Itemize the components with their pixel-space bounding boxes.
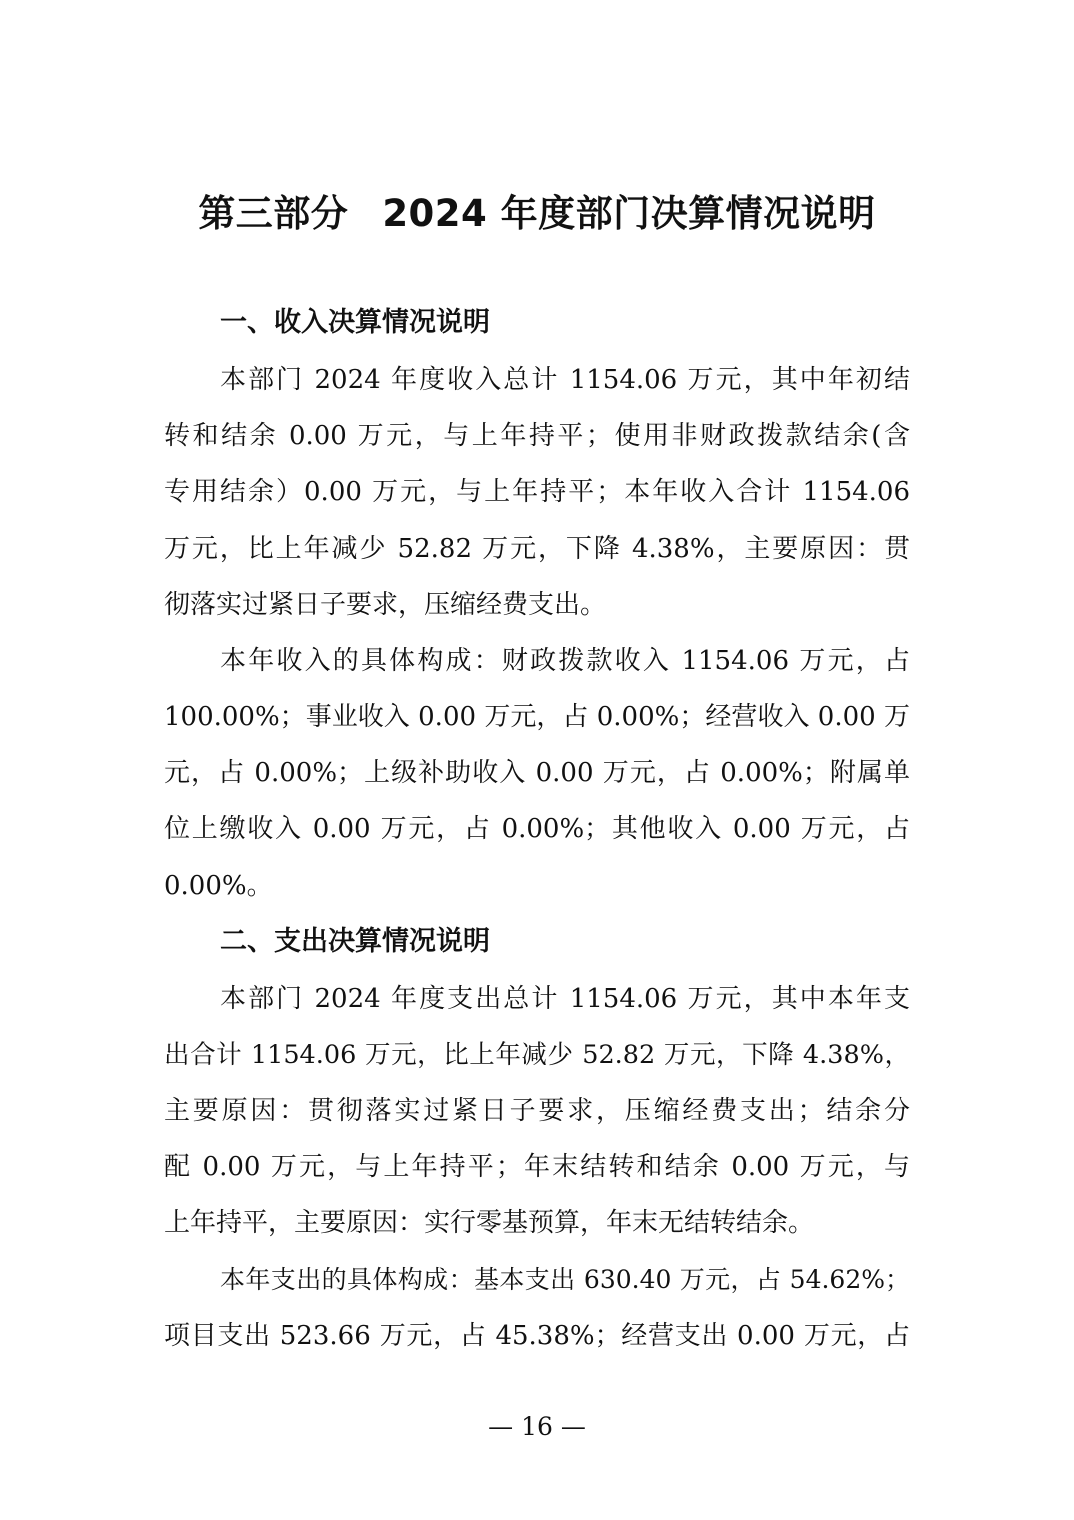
section-heading-income: 一、收入决算情况说明 — [220, 307, 490, 338]
page-title — [0, 188, 1074, 240]
paragraph-line: 出合计 1154.06 万元，比上年减少 52.82 万元，下降 4.38%， — [164, 1040, 910, 1070]
paragraph-line: 主要原因：贯彻落实过紧日子要求，压缩经费支出；结余分 — [164, 1096, 910, 1126]
paragraph-line: 专用结余）0.00 万元，与上年持平；本年收入合计 1154.06 — [164, 477, 910, 507]
paragraph-line: 配 0.00 万元，与上年持平；年末结转和结余 0.00 万元，与 — [164, 1152, 910, 1182]
paragraph-line: 本部门 2024 年度收入总计 1154.06 万元，其中年初结 — [220, 365, 910, 395]
paragraph-line: 彻落实过紧日子要求，压缩经费支出。 — [164, 590, 607, 620]
paragraph-line: 元，占 0.00%；上级补助收入 0.00 万元，占 0.00%；附属单 — [164, 758, 910, 788]
paragraph-line: 本年收入的具体构成：财政拨款收入 1154.06 万元，占 — [220, 646, 910, 676]
section-heading-expenditure: 二、支出决算情况说明 — [220, 926, 490, 957]
paragraph-line: 本年支出的具体构成：基本支出 630.40 万元，占 54.62%； — [220, 1265, 910, 1294]
paragraph-line: 项目支出 523.66 万元，占 45.38%；经营支出 0.00 万元，占 — [164, 1321, 910, 1351]
paragraph-line: 本部门 2024 年度支出总计 1154.06 万元，其中本年支 — [220, 984, 910, 1014]
paragraph-line: 转和结余 0.00 万元，与上年持平；使用非财政拨款结余(含 — [164, 421, 910, 451]
paragraph-line: 位上缴收入 0.00 万元，占 0.00%；其他收入 0.00 万元，占 — [164, 814, 910, 844]
title-main: 2024 年度部门决算情况说明 — [382, 192, 876, 235]
page-number: — 16 — — [488, 1412, 586, 1441]
title-part: 第三部分 — [198, 192, 349, 235]
paragraph-line: 100.00%；事业收入 0.00 万元，占 0.00%；经营收入 0.00 万 — [164, 702, 910, 732]
paragraph-line: 万元，比上年减少 52.82 万元，下降 4.38%，主要原因：贯 — [164, 534, 910, 564]
paragraph-line: 0.00%。 — [164, 871, 273, 901]
paragraph-line: 上年持平，主要原因：实行零基预算，年末无结转结余。 — [164, 1208, 815, 1238]
